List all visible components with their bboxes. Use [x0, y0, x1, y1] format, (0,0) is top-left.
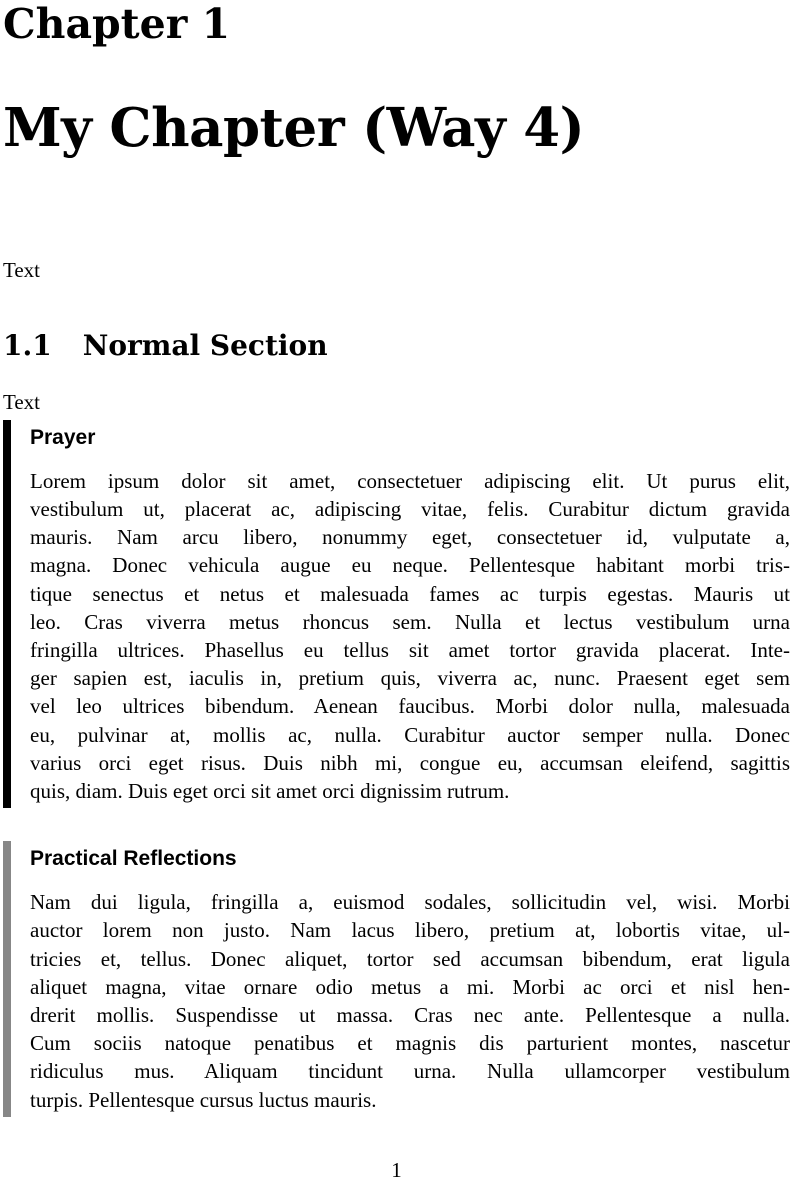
paragraph-line: vel leo ultrices bibendum. Aenean faucibus. Morbi dolor nulla, malesuada	[30, 694, 790, 719]
paragraph-line: vestibulum ut, placerat ac, adipiscing vitae, felis. Curabitur dictum gravida	[30, 496, 790, 521]
paragraph-line: varius orci eget risus. Duis nibh mi, congue eu, accumsan eleifend, sagittis	[30, 750, 790, 775]
section-title: Normal Section	[82, 328, 328, 362]
section-heading	[3, 329, 790, 363]
paragraph-line: drerit mollis. Suspendisse ut massa. Cras nec ante. Pellentesque a nulla.	[30, 1002, 790, 1027]
paragraph-line: Nam dui ligula, fringilla a, euismod sodales, sollicitudin vel, wisi. Morbi	[30, 890, 790, 915]
prayer-block	[3, 420, 790, 808]
paragraph-line: auctor lorem non justo. Nam lacus libero, pretium at, lobortis vitae, ul-	[30, 918, 790, 943]
paragraph-line: mauris. Nam arcu libero, nonummy eget, consectetuer id, vulputate a,	[30, 525, 790, 550]
paragraph-line: ger sapien est, iaculis in, pretium quis, viverra ac, nunc. Praesent eget sem	[30, 666, 790, 691]
prayer-block-bar	[3, 420, 11, 808]
paragraph-line: aliquet magna, vitae ornare odio metus a mi. Morbi ac orci et nisl hen-	[30, 974, 790, 999]
chapter-title: My Chapter (Way 4)	[3, 97, 585, 160]
chapter-label: Chapter 1	[3, 0, 231, 48]
paragraph-line: tique senectus et netus et malesuada fames ac turpis egestas. Mauris ut	[30, 581, 790, 606]
section-intro-text: Text	[3, 389, 41, 414]
prayer-block-paragraph	[30, 467, 790, 805]
practical-reflections-block	[3, 841, 790, 1117]
paragraph-line: Cum sociis natoque penatibus et magnis dis parturient montes, nascetur	[30, 1031, 790, 1056]
prayer-block-content	[11, 420, 790, 808]
practical-reflections-block-content	[11, 841, 790, 1117]
paragraph-line: turpis. Pellentesque cursus luctus mauris.	[30, 1087, 377, 1112]
paragraph-line: magna. Donec vehicula augue eu neque. Pellentesque habitant morbi tris-	[30, 553, 790, 578]
practical-reflections-block-paragraph	[30, 888, 790, 1114]
paragraph-line: tricies et, tellus. Donec aliquet, tortor sed accumsan bibendum, erat ligula	[30, 946, 790, 971]
page-number: 1	[391, 1158, 402, 1182]
section-number: 1.1	[3, 328, 52, 362]
paragraph-line: leo. Cras viverra metus rhoncus sem. Nulla et lectus vestibulum urna	[30, 609, 790, 634]
paragraph-line: eu, pulvinar at, mollis ac, nulla. Curabitur auctor semper nulla. Donec	[30, 722, 790, 747]
paragraph-line: quis, diam. Duis eget orci sit amet orci dignissim rutrum.	[30, 778, 510, 803]
prayer-block-title: Prayer	[30, 425, 96, 449]
paragraph-line: Lorem ipsum dolor sit amet, consectetuer adipiscing elit. Ut purus elit,	[30, 468, 790, 493]
paragraph-line: fringilla ultrices. Phasellus eu tellus sit amet tortor gravida placerat. Inte-	[30, 637, 790, 662]
practical-reflections-block-bar	[3, 841, 11, 1117]
paragraph-line: ridiculus mus. Aliquam tincidunt urna. Nulla ullamcorper vestibulum	[30, 1059, 790, 1084]
intro-text: Text	[3, 257, 41, 282]
practical-reflections-block-title: Practical Reflections	[30, 847, 237, 871]
